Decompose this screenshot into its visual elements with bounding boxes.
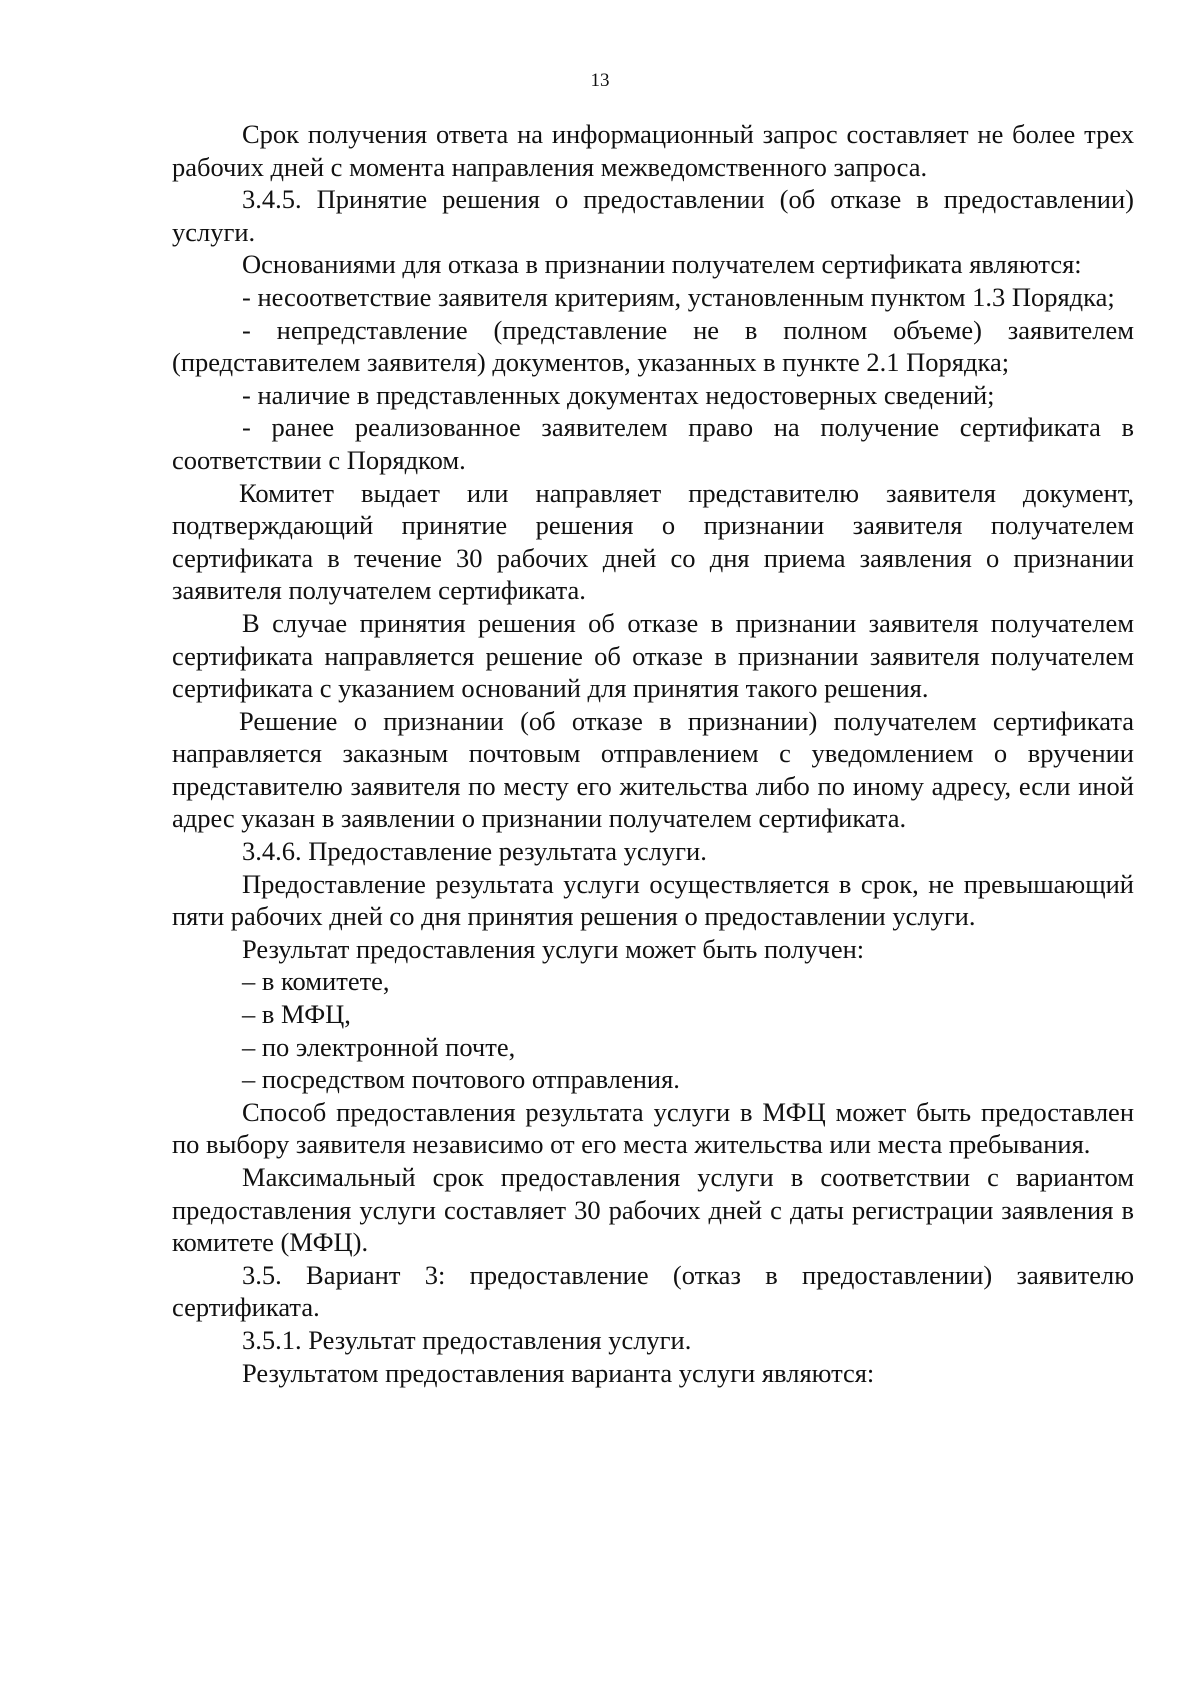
page-number: 13 <box>590 70 610 91</box>
paragraph: Предоставление результата услуги осуществляется в срок, не превышающий пяти рабочих дней со дня принятия решения о предоставлении услуги. <box>172 868 1134 932</box>
paragraph: Результатом предоставления варианта услуги являются: <box>242 1357 875 1388</box>
list-item: - непредставление (представление не в полном объеме) заявителем (представителем заявителя) документов, указанных в пункте 2.1 Порядка; <box>172 314 1134 378</box>
document-body <box>172 118 1134 1389</box>
section-heading: 3.5. Вариант 3: предоставление (отказ в предоставлении) заявителю сертификата. <box>172 1259 1134 1323</box>
list-item: - несоответствие заявителя критериям, установленным пунктом 1.3 Порядка; <box>242 281 1115 312</box>
paragraph: Результат предоставления услуги может быть получен: <box>242 933 865 964</box>
list-item: - наличие в представленных документах недостоверных сведений; <box>242 379 995 410</box>
paragraph: Решение о признании (об отказе в признании) получателем сертификата направляется заказным почтовым отправлением с уведомлением о вручении представителю заявителя по месту его жительства либо по иному адресу, если иной адрес указан в заявлении о признании получателем сертификата. <box>172 705 1134 834</box>
list-item: - ранее реализованное заявителем право на получение сертификата в соответствии с Порядком. <box>172 412 1134 475</box>
paragraph: Способ предоставления результата услуги в МФЦ может быть предоставлен по выбору заявителя независимо от его места жительства или места пребывания. <box>172 1096 1134 1160</box>
section-heading: 3.4.5. Принятие решения о предоставлении (об отказе в предоставлении) услуги. <box>172 184 1134 247</box>
section-heading: 3.4.6. Предоставление результата услуги. <box>242 836 707 867</box>
section-heading: 3.5.1. Результат предоставления услуги. <box>242 1324 692 1355</box>
paragraph: Максимальный срок предоставления услуги в соответствии с вариантом предоставления услуги составляет 30 рабочих дней с даты регистрации заявления в комитете (МФЦ). <box>172 1162 1134 1258</box>
list-item: – в МФЦ, <box>242 999 351 1030</box>
list-item: – по электронной почте, <box>242 1031 516 1062</box>
paragraph: Срок получения ответа на информационный запрос составляет не более трех рабочих дней с момента направления межведомственного запроса. <box>172 119 1134 182</box>
list-item: – посредством почтового отправления. <box>242 1064 680 1095</box>
paragraph: Основаниями для отказа в признании получателем сертификата являются: <box>242 249 1082 280</box>
paragraph: Комитет выдает или направляет представителю заявителя документ, подтверждающий принятие решения о признании заявителя получателем сертификата в течение 30 рабочих дней со дня приема заявления о признании заявителя получателем сертификата. <box>172 477 1134 606</box>
paragraph: В случае принятия решения об отказе в признании заявителя получателем сертификата направляется решение об отказе в признании заявителя получателем сертификата с указанием оснований для принятия такого решения. <box>172 607 1134 704</box>
list-item: – в комитете, <box>242 966 390 997</box>
